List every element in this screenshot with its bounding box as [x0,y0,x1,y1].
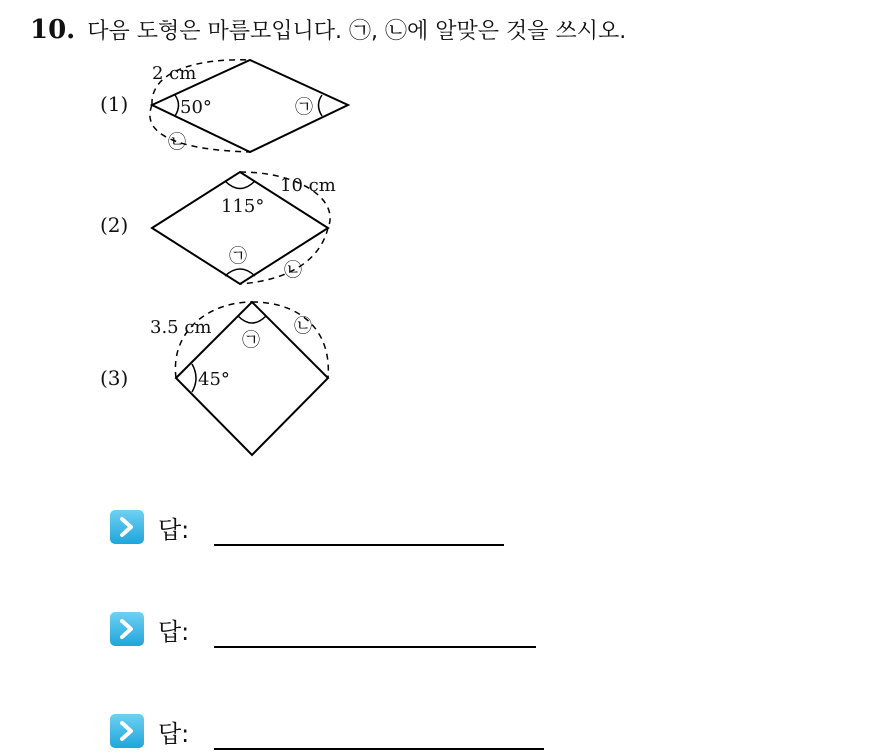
question-text: 다음 도형은 마름모입니다. ㉠, ㉡에 알맞은 것을 쓰시오. [87,19,627,44]
figure-1-mark-a: ㉠ [295,97,313,118]
figure-3-mark-a: ㉠ [242,330,260,351]
arrow-icon [110,612,144,646]
rhombus-1-angle-arc-left [175,95,179,116]
figure-3-mark-b: ㉡ [294,316,312,337]
figure-3-side-length: 3.5 cm [150,317,212,338]
answer-label: 답: [158,618,190,646]
answer-label: 답: [158,516,190,544]
figure-2-mark-b: ㉡ [284,260,302,281]
figure-2-angle: 115° [221,196,265,217]
figure-2-label: (2) [100,213,129,237]
figure-2-side-length: 10 cm [280,175,336,196]
rhombus-3-angle-arc-left [192,364,196,392]
figure-1-side-length: 2 cm [152,63,197,84]
answer-blank-2[interactable] [214,646,536,648]
arrow-icon [110,510,144,544]
arrow-icon [110,714,144,748]
answer-blank-3[interactable] [214,748,544,750]
figure-1-label: (1) [100,92,129,116]
figure-2-mark-a: ㉠ [229,246,247,267]
figure-3-angle: 45° [198,369,230,390]
rhombus-3-angle-arc-top [238,316,266,323]
rhombus-1-angle-arc-right [319,95,323,116]
rhombus-2-angle-arc-bottom [225,269,255,276]
answer-label: 답: [158,720,190,748]
figure-3-label: (3) [100,366,129,390]
rhombus-2-angle-arc-top [225,181,255,189]
question-number: 10. [30,15,76,45]
answer-blank-1[interactable] [214,544,504,546]
figure-1-mark-b: ㉡ [168,132,186,153]
figure-1-angle: 50° [180,97,212,118]
